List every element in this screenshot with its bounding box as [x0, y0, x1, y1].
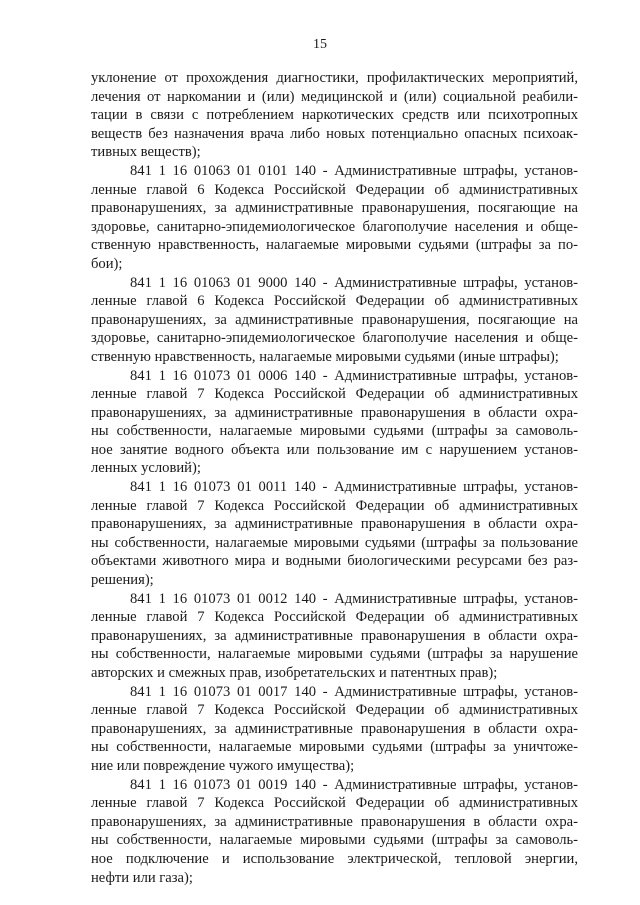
text-line: тации в связи с потреблением наркотических средств или психотропных — [91, 107, 578, 124]
text-line: нефти или газа); — [91, 869, 193, 886]
text-line: веществ без назначения врача либо новых потенциально опасных психоак- — [91, 125, 578, 142]
text-line: объектами животного мира и водными биологическими ресурсами без раз- — [91, 553, 578, 570]
text-line: правонарушениях, за административные правонарушения в области охра- — [91, 627, 578, 644]
text-line: ны собственности, налагаемые мировыми судьями (штрафы за самоволь- — [91, 832, 578, 849]
text-line: ственную нравственность, налагаемые мировыми судьями (штрафы за по- — [91, 237, 578, 254]
text-line: ное занятие водного объекта или пользование им с нарушением установ- — [91, 441, 578, 458]
paragraph-kbk-01063-9000 — [91, 274, 578, 367]
text-line: ственную нравственность, налагаемые мировыми судьями (иные штрафы); — [91, 348, 559, 365]
text-line: ние или повреждение чужого имущества); — [91, 757, 355, 774]
text-line: ленные главой 7 Кодекса Российской Федерации об административных — [91, 795, 578, 812]
text-line: 841 1 16 01073 01 0012 140 - Административные штрафы, установ- — [130, 590, 578, 607]
text-line: ны собственности, налагаемые мировыми судьями (штрафы за уничтоже- — [91, 739, 578, 756]
text-line: авторских и смежных прав, изобретательских и патентных прав); — [91, 665, 498, 681]
text-line: здоровье, санитарно-эпидемиологическое благополучие населения и обще- — [91, 330, 578, 347]
text-line: 841 1 16 01073 01 0006 140 - Административные штрафы, установ- — [130, 367, 578, 384]
paragraph-kbk-01073-0012 — [91, 590, 578, 683]
text-line: правонарушениях, за административные правонарушения в области охра- — [91, 404, 578, 421]
text-line: ленные главой 6 Кодекса Российской Федерации об административных — [91, 181, 578, 198]
paragraph-kbk-01073-0017 — [91, 683, 578, 776]
text-line: 841 1 16 01073 01 0019 140 - Административные штрафы, установ- — [130, 776, 578, 793]
text-line: правонарушениях, за административные правонарушения в области охра- — [91, 516, 578, 533]
paragraph-continuation — [91, 69, 578, 162]
text-line: ленных условий); — [91, 460, 201, 477]
text-line: ленные главой 7 Кодекса Российской Федерации об административных — [91, 702, 578, 719]
text-line: правонарушениях, за административные правонарушения в области охра- — [91, 813, 578, 830]
text-line: решения); — [91, 572, 154, 589]
text-line: здоровье, санитарно-эпидемиологическое благополучие населения и обще- — [91, 218, 578, 235]
paragraph-kbk-01073-0011 — [91, 478, 578, 590]
text-line: 841 1 16 01063 01 9000 140 - Административные штрафы, установ- — [130, 274, 578, 291]
paragraph-kbk-01073-0006 — [91, 367, 578, 479]
text-line: уклонение от прохождения диагностики, профилактических мероприятий, — [91, 70, 578, 86]
paragraph-kbk-01073-0019 — [91, 776, 578, 888]
text-line: правонарушениях, за административные правонарушения в области охра- — [91, 720, 578, 737]
text-line: ны собственности, налагаемые мировыми судьями (штрафы за нарушение — [91, 646, 578, 663]
text-line: ленные главой 7 Кодекса Российской Федерации об административных — [91, 386, 578, 403]
text-line: 841 1 16 01073 01 0017 140 - Административные штрафы, установ- — [130, 683, 578, 700]
text-line: лечения от наркомании и (или) медицинской и (или) социальной реабили- — [91, 88, 578, 105]
text-line: ленные главой 7 Кодекса Российской Федерации об административных — [91, 497, 578, 514]
text-line: ное подключение и использование электрической, тепловой энергии, — [91, 850, 578, 867]
text-line: ленные главой 6 Кодекса Российской Федерации об административных — [91, 293, 578, 310]
text-line: правонарушениях, за административные правонарушения, посягающие на — [91, 200, 578, 217]
paragraph-kbk-01063-0101 — [91, 162, 578, 274]
text-line: ны собственности, налагаемые мировыми судьями (штрафы за пользование — [91, 534, 578, 551]
text-line: правонарушениях, за административные правонарушения, посягающие на — [91, 311, 578, 328]
page-number: 15 — [313, 37, 327, 52]
text-line: ленные главой 7 Кодекса Российской Федерации об административных — [91, 609, 578, 626]
text-line: бои); — [91, 255, 123, 272]
text-line: тивных веществ); — [91, 144, 201, 161]
text-line: ны собственности, налагаемые мировыми судьями (штрафы за самоволь- — [91, 423, 578, 440]
text-line: 841 1 16 01063 01 0101 140 - Административные штрафы, установ- — [130, 162, 578, 179]
text-line: 841 1 16 01073 01 0011 140 - Административные штрафы, установ- — [130, 479, 578, 496]
document-body — [91, 69, 578, 887]
